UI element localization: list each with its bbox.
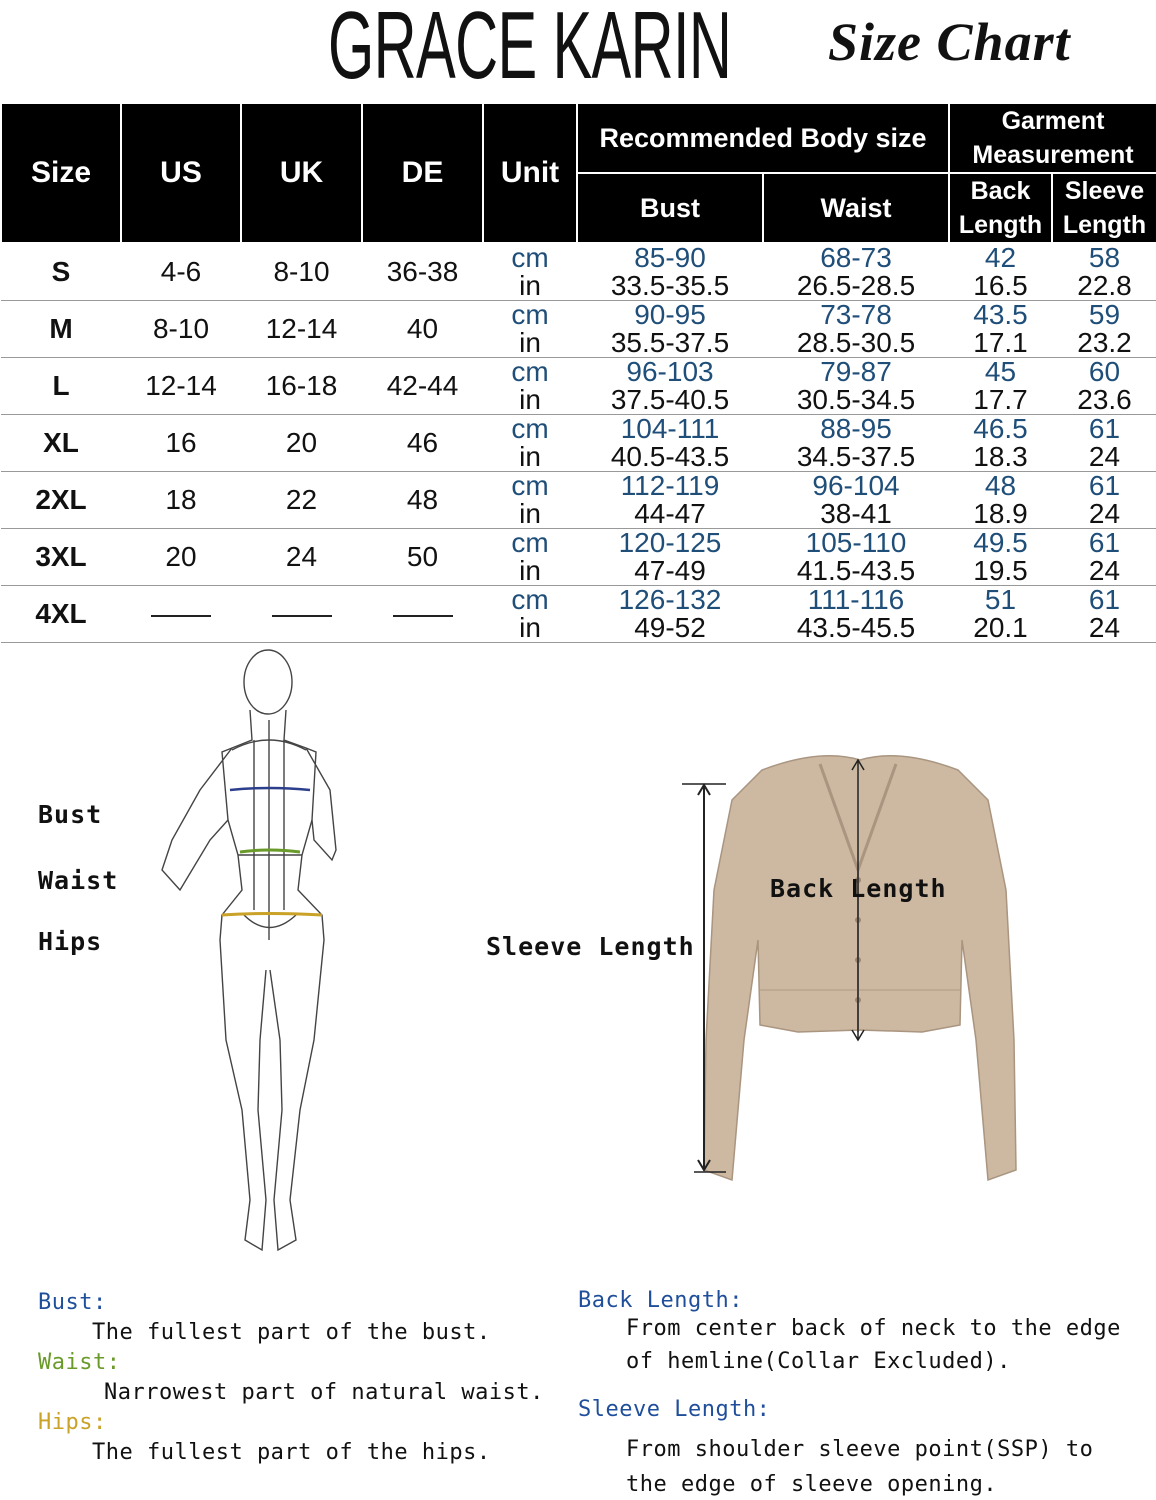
cell-sleeve-cm: 61 xyxy=(1052,586,1156,615)
cell-sleeve-in: 22.8 xyxy=(1077,270,1132,301)
cell-sleeve-cm: 59 xyxy=(1052,301,1156,330)
cell-uk: 22 xyxy=(241,472,362,529)
cell-uk: 8-10 xyxy=(241,243,362,301)
def-hips-title: Hips: xyxy=(38,1410,107,1435)
cell-waist-cm: 68-73 xyxy=(763,243,949,272)
cell-bust-in: 40.5-43.5 xyxy=(610,441,730,472)
cell-sleeve-cm: 61 xyxy=(1052,472,1156,501)
cell-uk xyxy=(241,586,362,643)
table-row xyxy=(1,243,1156,272)
cell-sleeve-in: 24 xyxy=(1088,498,1121,529)
header-size: Size xyxy=(1,103,121,243)
figure-label-hips: Hips xyxy=(38,927,103,956)
cell-waist-in: 30.5-34.5 xyxy=(796,384,916,415)
cell-us: 8-10 xyxy=(121,301,241,358)
not-available-dash xyxy=(272,615,332,617)
table-row xyxy=(1,415,1156,444)
cell-bust-cm: 112-119 xyxy=(577,472,763,501)
def-sleeve-title: Sleeve Length: xyxy=(578,1397,771,1422)
cell-waist-in: 43.5-45.5 xyxy=(763,614,949,643)
cell-unit-in: in xyxy=(483,614,577,643)
cell-back-cm: 46.5 xyxy=(949,415,1052,444)
cell-size: 2XL xyxy=(1,472,121,529)
cell-uk: 24 xyxy=(241,529,362,586)
figure-label-waist: Waist xyxy=(38,866,119,895)
cell-bust-in: 33.5-35.5 xyxy=(610,270,730,301)
cell-back-in: 17.7 xyxy=(973,384,1028,415)
cell-size: XL xyxy=(1,415,121,472)
def-back-title: Back Length: xyxy=(578,1288,743,1313)
cell-us: 12-14 xyxy=(121,358,241,415)
cell-waist-in: 41.5-43.5 xyxy=(796,555,916,586)
cell-back-cm: 43.5 xyxy=(949,301,1052,330)
cell-bust-cm: 96-103 xyxy=(577,358,763,387)
def-hips-text: The fullest part of the hips. xyxy=(92,1440,491,1465)
cell-back-in: 17.1 xyxy=(973,327,1028,358)
header-de: DE xyxy=(362,103,483,243)
not-available-dash xyxy=(151,615,211,617)
cell-sleeve-in: 24 xyxy=(1088,441,1121,472)
def-bust-title: Bust: xyxy=(38,1290,107,1315)
cell-unit-in: in xyxy=(519,270,541,301)
cell-size: 4XL xyxy=(1,586,121,643)
cell-waist-cm: 105-110 xyxy=(763,529,949,558)
cell-waist-cm: 88-95 xyxy=(763,415,949,444)
cell-unit-cm: cm xyxy=(483,415,577,444)
cell-unit-in: in xyxy=(519,384,541,415)
cell-unit-cm: cm xyxy=(483,358,577,387)
def-waist-title: Waist: xyxy=(38,1350,121,1375)
cell-back-in: 19.5 xyxy=(973,555,1028,586)
cell-de: 46 xyxy=(362,415,483,472)
cell-waist-cm: 79-87 xyxy=(763,358,949,387)
table-row xyxy=(1,529,1156,558)
header-unit: Unit xyxy=(483,103,577,243)
cell-uk: 12-14 xyxy=(241,301,362,358)
def-back-text-1: From center back of neck to the edge xyxy=(626,1316,1121,1341)
cell-bust-in: 47-49 xyxy=(634,555,706,586)
cell-bust-cm: 90-95 xyxy=(577,301,763,330)
cell-sleeve-in: 24 xyxy=(1088,555,1121,586)
size-chart-title: Size Chart xyxy=(828,12,1071,72)
cell-back-cm: 42 xyxy=(949,243,1052,272)
cell-us: 16 xyxy=(121,415,241,472)
not-available-dash xyxy=(393,615,453,617)
cell-back-cm: 51 xyxy=(949,586,1052,615)
cardigan-label-back-length: Back Length xyxy=(770,874,947,903)
cell-back-in: 18.3 xyxy=(973,441,1028,472)
header-bust: Bust xyxy=(577,173,763,243)
cell-uk: 16-18 xyxy=(241,358,362,415)
cell-bust-cm: 120-125 xyxy=(577,529,763,558)
header-us: US xyxy=(121,103,241,243)
cell-waist-in: 26.5-28.5 xyxy=(796,270,916,301)
cell-us: 18 xyxy=(121,472,241,529)
cell-back-in: 18.9 xyxy=(973,498,1028,529)
cell-sleeve-cm: 61 xyxy=(1052,529,1156,558)
cardigan-label-sleeve-length: Sleeve Length xyxy=(486,932,695,961)
cell-bust-in: 35.5-37.5 xyxy=(610,327,730,358)
body-figure-illustration xyxy=(150,640,360,1270)
header-waist: Waist xyxy=(763,173,949,243)
cell-bust-cm: 85-90 xyxy=(577,243,763,272)
cell-bust-cm: 104-111 xyxy=(577,415,763,444)
cell-sleeve-in: 24 xyxy=(1052,614,1156,643)
header-sleeve-length: Sleeve Length xyxy=(1052,173,1156,243)
cell-size: 3XL xyxy=(1,529,121,586)
cell-waist-in: 34.5-37.5 xyxy=(796,441,916,472)
cell-de: 50 xyxy=(362,529,483,586)
cell-sleeve-in: 23.6 xyxy=(1077,384,1132,415)
header-garment: Garment Measurement xyxy=(949,103,1156,173)
table-row xyxy=(1,586,1156,615)
cell-unit-cm: cm xyxy=(483,586,577,615)
cell-waist-cm: 96-104 xyxy=(763,472,949,501)
cell-back-in: 16.5 xyxy=(973,270,1028,301)
cell-waist-in: 38-41 xyxy=(820,498,892,529)
cell-waist-in: 28.5-30.5 xyxy=(796,327,916,358)
header-uk: UK xyxy=(241,103,362,243)
cell-us: 4-6 xyxy=(121,243,241,301)
cell-unit-in: in xyxy=(519,555,541,586)
cardigan-illustration xyxy=(670,740,1050,1190)
cell-back-cm: 48 xyxy=(949,472,1052,501)
table-row xyxy=(1,358,1156,387)
cell-unit-in: in xyxy=(519,441,541,472)
cell-back-cm: 49.5 xyxy=(949,529,1052,558)
cell-unit-in: in xyxy=(519,327,541,358)
cell-unit-cm: cm xyxy=(483,301,577,330)
table-row xyxy=(1,301,1156,330)
cell-bust-in: 49-52 xyxy=(577,614,763,643)
cell-de: 48 xyxy=(362,472,483,529)
cell-unit-in: in xyxy=(519,498,541,529)
cell-size: L xyxy=(1,358,121,415)
cell-size: S xyxy=(1,243,121,301)
def-bust-text: The fullest part of the bust. xyxy=(92,1320,491,1345)
def-sleeve-text-1: From shoulder sleeve point(SSP) to xyxy=(626,1437,1094,1462)
cell-de: 42-44 xyxy=(362,358,483,415)
cell-back-cm: 45 xyxy=(949,358,1052,387)
cell-unit-cm: cm xyxy=(483,472,577,501)
cell-waist-cm: 73-78 xyxy=(763,301,949,330)
cell-de: 40 xyxy=(362,301,483,358)
header-back-length: Back Length xyxy=(949,173,1052,243)
cell-bust-in: 44-47 xyxy=(634,498,706,529)
figure-label-bust: Bust xyxy=(38,800,103,829)
brand-logo: GRACE KARIN xyxy=(328,0,732,99)
cell-bust-cm: 126-132 xyxy=(577,586,763,615)
cell-de xyxy=(362,586,483,643)
cell-us xyxy=(121,586,241,643)
def-back-text-2: of hemline(Collar Excluded). xyxy=(626,1349,1011,1374)
cell-sleeve-cm: 60 xyxy=(1052,358,1156,387)
def-waist-text: Narrowest part of natural waist. xyxy=(104,1380,544,1405)
cell-bust-in: 37.5-40.5 xyxy=(610,384,730,415)
cell-sleeve-cm: 61 xyxy=(1052,415,1156,444)
cell-sleeve-cm: 58 xyxy=(1052,243,1156,272)
size-table xyxy=(0,102,1156,643)
cell-waist-cm: 111-116 xyxy=(763,586,949,615)
def-sleeve-text-2: the edge of sleeve opening. xyxy=(626,1472,998,1497)
cell-uk: 20 xyxy=(241,415,362,472)
cell-us: 20 xyxy=(121,529,241,586)
cell-sleeve-in: 23.2 xyxy=(1077,327,1132,358)
table-row xyxy=(1,472,1156,501)
cell-unit-cm: cm xyxy=(483,529,577,558)
header-recommended: Recommended Body size xyxy=(577,103,949,173)
cell-de: 36-38 xyxy=(362,243,483,301)
cell-size: M xyxy=(1,301,121,358)
cell-unit-cm: cm xyxy=(483,243,577,272)
cell-back-in: 20.1 xyxy=(949,614,1052,643)
